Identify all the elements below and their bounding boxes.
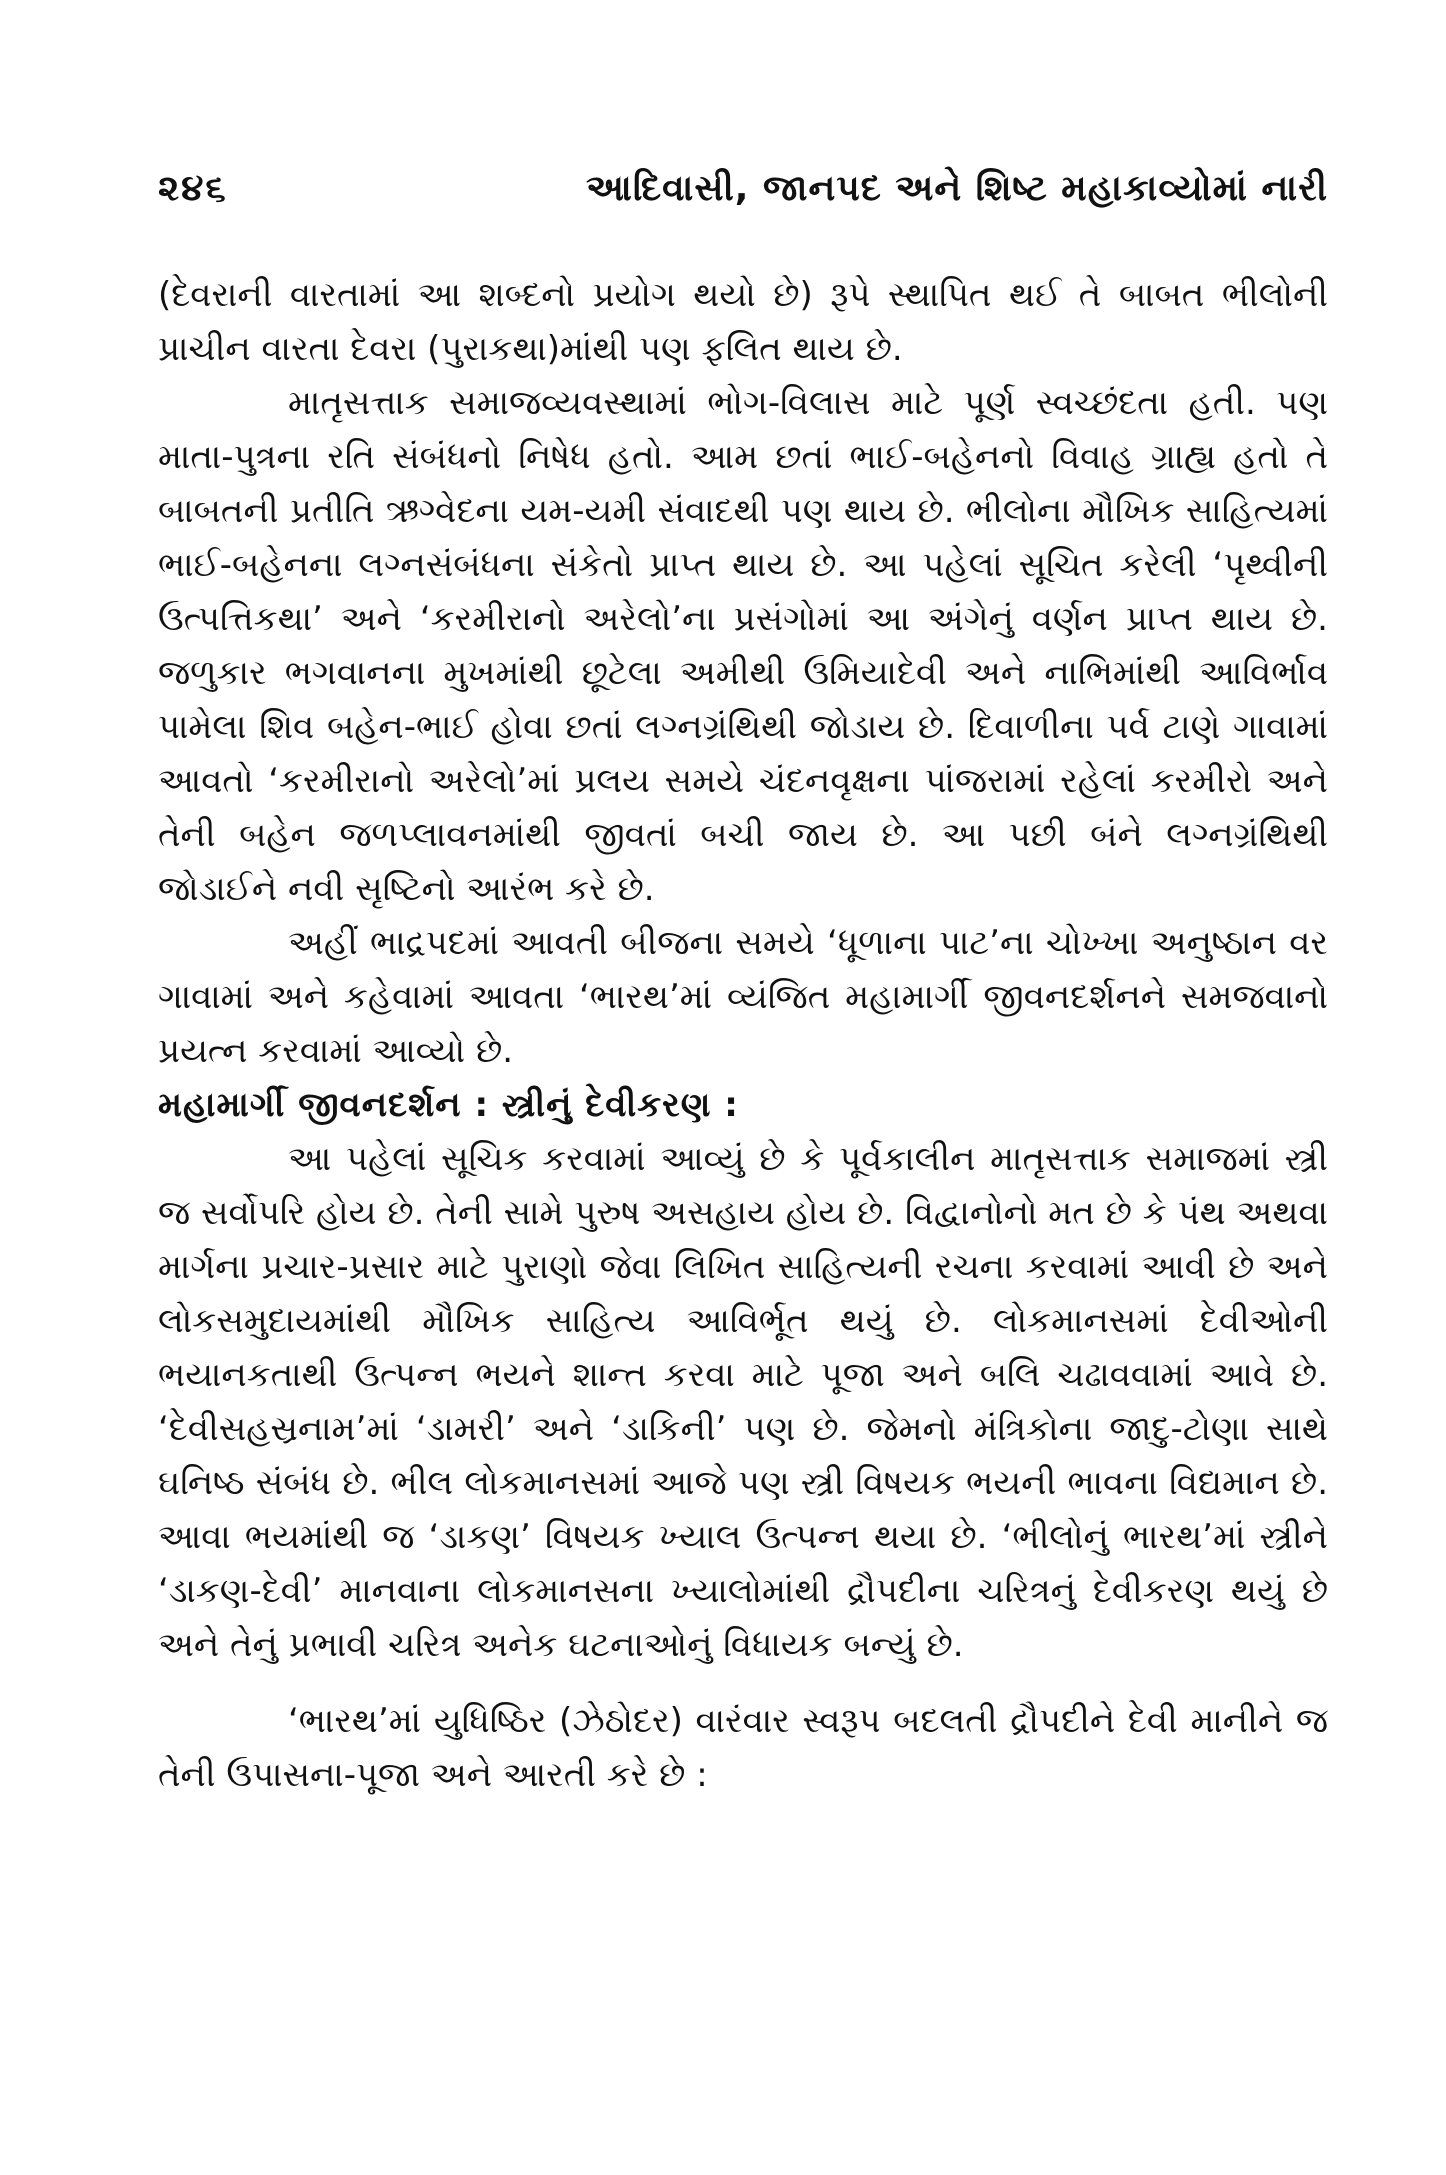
running-title: આદિવાસી, જાનપદ અને શિષ્ટ મહાકાવ્યોમાં નારી <box>586 168 1328 209</box>
paragraph-continuation: (દેવરાની વારતામાં આ શબ્દનો પ્રયોગ થયો છે) રૂપે સ્થાપિત થઈ તે બાબત ભીલોની પ્રાચીન વારતા દેવરા (પુરાકથા)માંથી પણ ફલિત થાય છે. <box>158 275 1328 369</box>
section-heading: મહામાર્ગી જીવનદર્શન : સ્ત્રીનું દેવીકરણ : <box>158 1085 739 1125</box>
paragraph-yudhishthira: ‘ભારથ’માં યુધિષ્ઠિર (ઝેઠોદર) વારંવાર સ્વરૂપ બદલતી દ્રૌપદીને દેવી માનીને જ તેની ઉપાસના-પૂજા અને આરતી કરે છે : <box>158 1701 1328 1795</box>
page-number: ૨૪૬ <box>158 168 228 209</box>
paragraph-matrilineal-society: માતૃસત્તાક સમાજવ્યવસ્થામાં ભોગ-વિલાસ માટે પૂર્ણ સ્વચ્છંદતા હતી. પણ માતા-પુત્રના રતિ સંબંધનો નિષેધ હતો. આમ છતાં ભાઈ-બહેનનો વિવાહ ગ્રાહ્ય હતો તે બાબતની પ્રતીતિ ઋગ્વેદના યમ-યમી સંવાદથી પણ થાય છે. ભીલોના મૌખિક સાહિત્યમાં ભાઈ-બહેનના લગ્નસંબંધના સંકેતો પ્રાપ્ત થાય છે. આ પહેલાં સૂચિત કરેલી ‘પૃથ્વીની ઉત્પત્તિકથા’ અને ‘કરમીરાનો અરેલો’ના પ્રસંગોમાં આ અંગેનું વર્ણન પ્રાપ્ત થાય છે. જળુકાર ભગવાનના મુખમાંથી છૂટેલા અમીથી ઉમિયાદેવી અને નાભિમાંથી આવિર્ભાવ પામેલા શિવ બહેન-ભાઈ હોવા છતાં લગ્નગ્રંથિથી જોડાય છે. દિવાળીના પર્વ ટાણે ગાવામાં આવતો ‘કરમીરાનો અરેલો’માં પ્રલય સમયે ચંદનવૃક્ષના પાંજરામાં રહેલાં કરમીરો અને તેની બહેન જળપ્લાવનમાંથી જીવતાં બચી જાય છે. આ પછી બંને લગ્નગ્રંથિથી જોડાઈને નવી સૃષ્ટિનો આરંભ કરે છે. <box>158 383 1328 909</box>
page-header <box>158 168 1328 228</box>
body-text <box>158 268 1328 1802</box>
paragraph-bharath-intro: અહીં ભાદ્રપદમાં આવતી બીજના સમયે ‘ધૂળાના પાટ’ના ચોખ્ખા અનુષ્ઠાન વર ગાવામાં અને કહેવામાં આવતા ‘ભારથ’માં વ્યંજિત મહામાર્ગી જીવનદર્શનને સમજવાનો પ્રયત્ન કરવામાં આવ્યો છે. <box>158 923 1328 1071</box>
paragraph-deification: આ પહેલાં સૂચિક કરવામાં આવ્યું છે કે પૂર્વકાલીન માતૃસત્તાક સમાજમાં સ્ત્રી જ સર્વોપરિ હોય છે. તેની સામે પુરુષ અસહાય હોય છે. વિદ્વાનોનો મત છે કે પંથ અથવા માર્ગના પ્રચાર-પ્રસાર માટે પુરાણો જેવા લિખિત સાહિત્યની રચના કરવામાં આવી છે અને લોકસમુદાયમાંથી મૌખિક સાહિત્ય આવિર્ભૂત થયું છે. લોકમાનસમાં દેવીઓની ભયાનકતાથી ઉત્પન્ન ભયને શાન્ત કરવા માટે પૂજા અને બલિ ચઢાવવામાં આવે છે. ‘દેવીસહસ્રનામ’માં ‘ડામરી’ અને ‘ડાકિની’ પણ છે. જેમનો મંત્રિકોના જાદુ-ટોણા સાથે ઘનિષ્ઠ સંબંધ છે. ભીલ લોકમાનસમાં આજે પણ સ્ત્રી વિષયક ભયની ભાવના વિદ્યમાન છે. આવા ભયમાંથી જ ‘ડાકણ’ વિષયક ખ્યાલ ઉત્પન્ન થયા છે. ‘ભીલોનું ભારથ’માં સ્ત્રીને ‘ડાકણ-દેવી’ માનવાના લોકમાનસના ખ્યાલોમાંથી દ્રૌપદીના ચરિત્રનું દેવીકરણ થયું છે અને તેનું પ્રભાવી ચરિત્ર અનેક ઘટનાઓનું વિધાયક બન્યું છે. <box>158 1139 1328 1665</box>
